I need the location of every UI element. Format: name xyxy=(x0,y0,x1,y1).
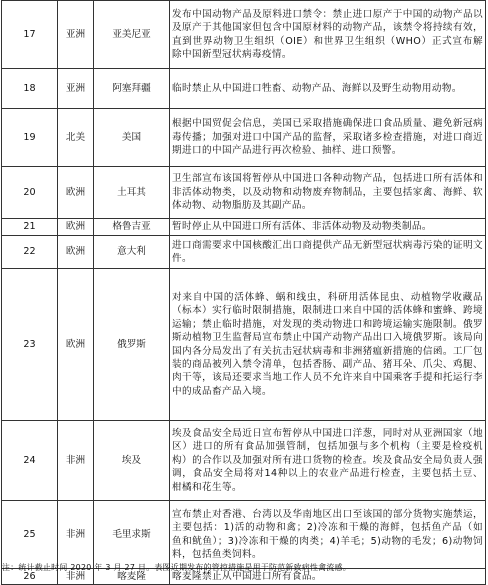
row-region: 非洲 xyxy=(58,569,94,585)
row-country: 阿塞拜疆 xyxy=(94,69,170,109)
table-row xyxy=(2,421,486,501)
footnote: 注：统计截止时间 2020 年 3 月 27 日。表图近期发布的管控措施是用于防范新致病性禽流感。 xyxy=(2,563,351,572)
row-number: 23 xyxy=(2,269,58,421)
row-country: 毛里求斯 xyxy=(94,501,170,569)
row-number: 25 xyxy=(2,501,58,569)
table-row xyxy=(2,269,486,421)
row-country: 埃及 xyxy=(94,421,170,501)
row-measure: 根据中国贸促会信息，美国已采取措施确保进口食品质量、避免新冠病毒传播；加强对进口中国产品的监督，采取诸多检查措施，对进口商近期进口的中国产品进行再次检验、抽样、进口预警。 xyxy=(170,109,486,167)
row-measure: 发布中国动物产品及原料进口禁令：禁止进口原产于中国的动物产品以及原产于其他国家但包含中国原材料的动物产品，该禁令将持续有效，直到世界动物卫生组织（OIE）和世界卫生组织（WHO）正式宣布解除中国新型冠状病毒疫情。 xyxy=(170,1,486,69)
row-measure: 临时禁止从中国进口牲畜、动物产品、海鲜以及野生动物用动物。 xyxy=(170,69,486,109)
row-country: 美国 xyxy=(94,109,170,167)
row-measure: 埃及食品安全局近日宣布暂停从中国进口洋葱，同时对从亚洲国家（地区）进口的所有食品加强管制，包括加强与多个机构（主要是检疫机构）的合作以及加强对所有进口货物的检查。埃及食品安全局负责人强调，食品安全局将对14种以上的农业产品进行检查，主要包括土豆、柑橘和花生等。 xyxy=(170,421,486,501)
row-region: 亚洲 xyxy=(58,1,94,69)
row-region: 欧洲 xyxy=(58,269,94,421)
row-measure: 对来自中国的活体蜂、蜗和线虫，科研用活体昆虫、动植物学收藏品（标本）实行临时限制措施，限制进口来自中国的活体蜂和蜜蜂、跨境运输；禁止临时措施，对发现的类动物进口和跨境运输实施限制。俄罗斯动植物卫生监督局宣布禁止中国产动物产品出口入境俄罗斯。该局向国内各分局发出了有关抗击冠状病毒和非洲猪瘟新措施的信函。工厂包装的商品被列入禁令清单，包括香肠、副产品、猪耳朵、爪尖、鸡腿、肉干等，该局还要求当地工作人员不允许来自中国乘客手提和托运行李中的成品畜产品入境。 xyxy=(170,269,486,421)
row-region: 欧洲 xyxy=(58,236,94,269)
table-row xyxy=(2,501,486,569)
row-number: 22 xyxy=(2,236,58,269)
row-region: 欧洲 xyxy=(58,167,94,219)
row-measure: 进口商需要求中国核酸汇出口商提供产品无新型冠状病毒污染的证明文件。 xyxy=(170,236,486,269)
row-country: 俄罗斯 xyxy=(94,269,170,421)
row-region: 非洲 xyxy=(58,421,94,501)
row-country: 格鲁吉亚 xyxy=(94,219,170,236)
row-country: 喀麦隆 xyxy=(94,569,170,585)
row-measure: 卫生部宣布该国将暂停从中国进口各种动物产品，包括进口所有活体和非活体动物类，以及动物和动物废弃物制品，主要包括家禽、海鲜、软体动物、动物脂肪及其副产品。 xyxy=(170,167,486,219)
row-number: 19 xyxy=(2,109,58,167)
row-region: 欧洲 xyxy=(58,219,94,236)
row-measure: 暂时停止从中国进口所有活体、非活体动物及动物类制品。 xyxy=(170,219,486,236)
table-row xyxy=(2,109,486,167)
row-number: 26 xyxy=(2,569,58,585)
row-measure: 喀麦隆禁止从中国进口所有食品。 xyxy=(170,569,486,585)
table-row xyxy=(2,167,486,219)
measures-table xyxy=(1,0,486,585)
row-country: 土耳其 xyxy=(94,167,170,219)
row-measure: 宣布禁止对香港、台湾以及华南地区出口至该国的部分货物实施禁运，主要包括：1)活的动物和禽；2)冷冻和干燥的海鲜，包括鱼产品（如鱼和鱿鱼）；3)冷冻和干燥的肉类；4)羊毛；5)动物的毛发；6)动物饲料，包括鱼类饲料。 xyxy=(170,501,486,569)
table-row xyxy=(2,219,486,236)
row-number: 18 xyxy=(2,69,58,109)
table-row xyxy=(2,236,486,269)
row-number: 20 xyxy=(2,167,58,219)
table-row xyxy=(2,69,486,109)
row-number: 24 xyxy=(2,421,58,501)
row-number: 21 xyxy=(2,219,58,236)
row-region: 北美 xyxy=(58,109,94,167)
table-row xyxy=(2,1,486,69)
row-region: 亚洲 xyxy=(58,69,94,109)
row-number: 17 xyxy=(2,1,58,69)
row-country: 亚美尼亚 xyxy=(94,1,170,69)
row-country: 意大利 xyxy=(94,236,170,269)
row-region: 非洲 xyxy=(58,501,94,569)
